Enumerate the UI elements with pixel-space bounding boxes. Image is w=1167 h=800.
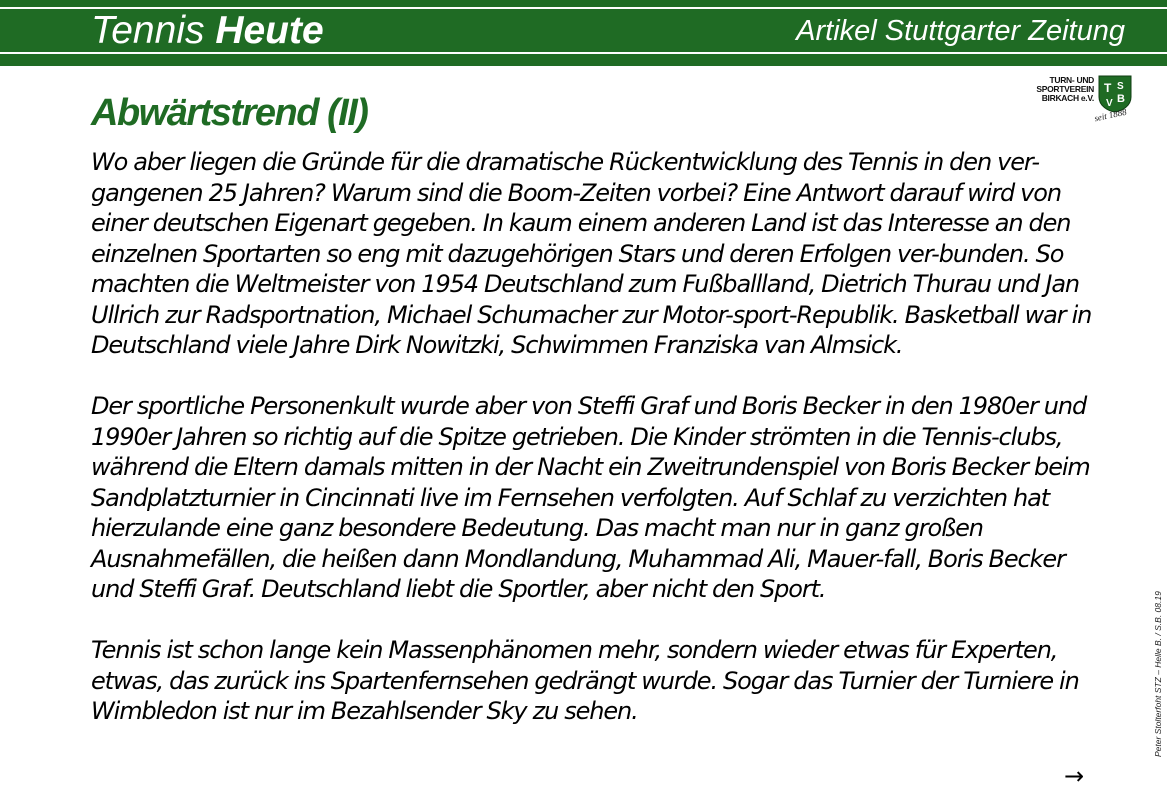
club-logo-line-1: TURN- UND (1049, 75, 1094, 85)
article-source: Artikel Stuttgarter Zeitung (796, 15, 1125, 47)
svg-text:V: V (1106, 98, 1113, 109)
article-paragraph-3: Tennis ist schon lange kein Massenphänomen mehr, sondern wieder etwas für Experten, etwas, das zurück ins Spartenfernsehen gedrängt wurde. Sogar das Turnier der Turniere in Wimbledon ist nur im Bezahlsender Sky zu sehen. (91, 636, 1079, 725)
svg-text:B: B (1117, 93, 1125, 105)
club-logo-text (1036, 76, 1094, 103)
photo-credit: Peter Stolterfoht STZ – Helle B. / S.B. 08.19 (1153, 591, 1163, 757)
header-band (0, 0, 1167, 66)
header-divider-bottom (0, 52, 1167, 54)
article-body (91, 147, 1101, 727)
club-since-label: seit 1888 (1093, 106, 1128, 124)
svg-text:T: T (1104, 81, 1112, 95)
article-paragraph-1: Wo aber liegen die Gründe für die dramatische Rückentwicklung des Tennis in den ver-gangenen 25 Jahren? Warum sind die Boom-Zeiten vorbei? Eine Antwort darauf wird von einer deutschen Eigenart gegeben. In kaum einem anderen Land ist das Interesse an den einzelnen Sportarten so eng mit dazugehörigen Stars und deren Erfolgen ver-bunden. So machten die Weltmeister von 1954 Deutschland zum Fußballland, Dietrich Thurau und Jan Ullrich zur Radsportnation, Michael Schumacher zur Motor-sport-Republik. Basketball war in Deutschland viele Jahre Dirk Nowitzki, Schwimmen Franziska van Almsick. (91, 148, 1092, 359)
club-logo (1018, 72, 1138, 128)
page-title: Abwärtstrend (II) (91, 92, 368, 134)
club-logo-line-3: BIRKACH e.V. (1041, 93, 1094, 103)
brand-title (91, 10, 324, 52)
next-page-arrow-icon[interactable]: → (1064, 762, 1085, 790)
brand-title-light: Tennis (91, 9, 205, 52)
club-shield-icon (1098, 75, 1132, 113)
svg-text:S: S (1117, 81, 1124, 92)
brand-title-bold: Heute (215, 9, 324, 52)
club-logo-line-2: SPORTVEREIN (1036, 84, 1094, 94)
article-paragraph-2: Der sportliche Personenkult wurde aber von Steffi Graf und Boris Becker in den 1980er und 1990er Jahren so richtig auf die Spitze getrieben. Die Kinder strömten in die Tennis-clubs, während die Eltern damals mitten in der Nacht ein Zweitrundenspiel von Boris Becker beim Sandplatzturnier in Cincinnati live im Fernsehen verfolgten. Auf Schlaf zu verzichten hat hierzulande eine ganz besondere Bedeutung. Das macht man nur in ganz großen Ausnahmefällen, die heißen dann Mondlandung, Muhammad Ali, Mauer-fall, Boris Becker und Steffi Graf. Deutschland liebt die Sportler, aber nicht den Sport. (91, 392, 1090, 603)
